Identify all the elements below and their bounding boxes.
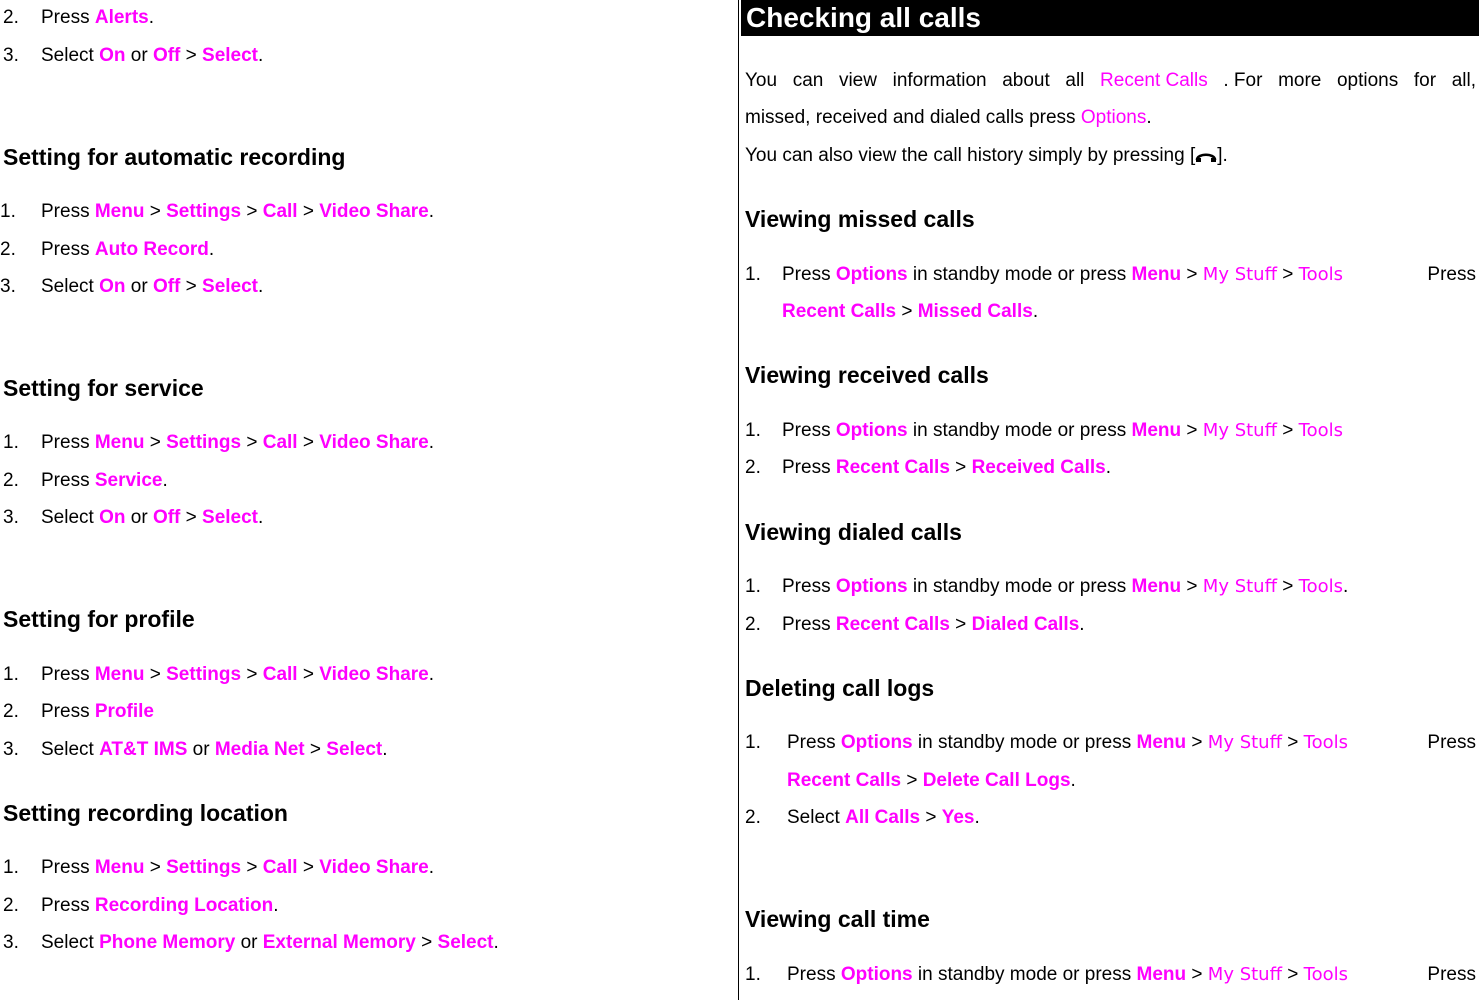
menu-keyword: On [99, 276, 126, 297]
menu-keyword: On [99, 45, 126, 66]
menu-keyword: External Memory [262, 932, 416, 953]
text-fragment: > [1181, 420, 1203, 441]
text-fragment: You [745, 70, 778, 91]
call-send-icon [1195, 149, 1217, 163]
text-fragment: > [920, 807, 942, 828]
text-fragment: 3. [0, 276, 16, 297]
step-number: 2. [3, 7, 19, 28]
text-fragment: . [148, 7, 154, 28]
text-fragment: 2. [745, 457, 761, 478]
text-fragment: . [258, 45, 264, 66]
text-fragment: > [1277, 576, 1299, 597]
menu-keyword: Service [94, 470, 163, 491]
text-fragment: in standby mode or press [907, 264, 1132, 285]
text-fragment: Press [1427, 732, 1476, 753]
text-fragment: Press [41, 239, 95, 260]
text-fragment: 1. [3, 664, 19, 685]
section-heading-delete-call-logs: Deleting call logs [745, 675, 935, 701]
keyword-recent-calls: Recent Calls [1100, 70, 1208, 91]
left-column [0, 0, 738, 1000]
text-fragment: > [1277, 264, 1299, 285]
menu-keyword: Call [262, 201, 298, 222]
menu-keyword: Tools [1298, 264, 1343, 285]
list-item-continuation [787, 770, 1076, 792]
text-fragment: . [1146, 107, 1152, 128]
text-fragment: > [180, 507, 203, 528]
text-fragment: 1. [745, 576, 761, 597]
text-fragment: Press [41, 470, 95, 491]
menu-keyword: Received Calls [971, 457, 1106, 478]
text-fragment: Press [787, 732, 841, 753]
menu-keyword: Video Share [319, 432, 429, 453]
text-fragment: or [235, 932, 263, 953]
text-fragment: 3. [3, 739, 19, 760]
menu-keyword: Off [152, 276, 181, 297]
text-fragment: > [1282, 964, 1304, 985]
text-fragment: . [1079, 614, 1085, 635]
section-heading-call-time: Viewing call time [745, 906, 930, 932]
text-fragment: all, [1451, 70, 1476, 91]
text-fragment: 3. [3, 932, 19, 953]
text-fragment: . [428, 432, 435, 453]
text-fragment: 1. [745, 964, 761, 985]
menu-keyword: Recent Calls [787, 770, 902, 791]
text-fragment: Press [782, 614, 836, 635]
text-fragment: 2. [0, 239, 16, 260]
section-heading-missed-calls: Viewing missed calls [745, 206, 975, 232]
menu-keyword: Menu [1136, 732, 1187, 753]
intro-line-1 [745, 70, 1476, 92]
menu-keyword: Menu [1131, 576, 1182, 597]
text-fragment: Select [41, 276, 100, 297]
menu-keyword: Options [835, 420, 908, 441]
text-fragment: or [187, 739, 215, 760]
text-fragment: > [949, 457, 972, 478]
text-fragment: . [1032, 301, 1039, 322]
text-fragment: 2. [3, 470, 19, 491]
menu-keyword: Off [152, 507, 181, 528]
text-fragment: > [144, 857, 167, 878]
text-fragment: information [892, 70, 987, 91]
intro-line-2 [745, 107, 1152, 129]
keyword-alerts: Alerts [94, 7, 149, 28]
menu-keyword: Recent Calls [835, 457, 950, 478]
text-fragment: > [949, 614, 972, 635]
menu-keyword: Select [202, 507, 259, 528]
text-fragment: . [162, 470, 168, 491]
menu-keyword: My Stuff [1202, 576, 1277, 597]
text-fragment: in standby mode or press [907, 576, 1132, 597]
text-fragment: > [144, 432, 167, 453]
menu-keyword: Call [262, 664, 298, 685]
text-fragment: > [144, 201, 167, 222]
menu-keyword: Profile [94, 701, 154, 722]
text-fragment: > [297, 432, 320, 453]
text-fragment: > [1181, 264, 1203, 285]
text-fragment: You can also view the call history simply by pressing [ [745, 145, 1196, 166]
text-fragment: . [1070, 770, 1076, 791]
menu-keyword: Options [835, 264, 908, 285]
text-fragment: 2. [3, 895, 19, 916]
menu-keyword: Recent Calls [835, 614, 950, 635]
text-fragment: . [428, 664, 435, 685]
menu-keyword: Phone Memory [99, 932, 236, 953]
text-fragment: . [428, 857, 435, 878]
text-fragment: 2. [745, 614, 761, 635]
text-fragment: Press [782, 264, 836, 285]
menu-keyword: Options [840, 732, 913, 753]
menu-keyword: Recent Calls [782, 301, 897, 322]
menu-keyword: Settings [166, 857, 242, 878]
text-fragment: 2. [745, 807, 761, 828]
text-fragment: view [838, 70, 877, 91]
menu-keyword: Settings [166, 201, 242, 222]
menu-keyword: Settings [166, 664, 242, 685]
menu-keyword: My Stuff [1202, 264, 1277, 285]
menu-keyword: Tools [1298, 420, 1343, 441]
text-fragment: Press [782, 420, 836, 441]
text-fragment: > [241, 201, 263, 222]
menu-keyword: My Stuff [1207, 732, 1282, 753]
menu-keyword: Options [840, 964, 913, 985]
menu-keyword: Delete Call Logs [922, 770, 1071, 791]
text-fragment: > [1186, 964, 1208, 985]
text-fragment: about [1002, 70, 1050, 91]
menu-keyword: Off [152, 45, 181, 66]
menu-keyword: Missed Calls [917, 301, 1033, 322]
text-fragment: . [1343, 576, 1349, 597]
text-fragment: Select [41, 932, 100, 953]
menu-keyword: Recording Location [94, 895, 274, 916]
menu-keyword: Menu [1131, 264, 1182, 285]
menu-keyword: Tools [1303, 732, 1348, 753]
text-fragment: . [258, 507, 264, 528]
text-fragment: . [493, 932, 499, 953]
section-heading-profile: Setting for profile [3, 606, 195, 632]
text-fragment: . [428, 201, 435, 222]
section-heading-dialed-calls: Viewing dialed calls [745, 519, 962, 545]
text-fragment: > [241, 664, 263, 685]
menu-keyword: All Calls [845, 807, 921, 828]
menu-keyword: Menu [1136, 964, 1187, 985]
menu-keyword: AT&T IMS [99, 739, 188, 760]
text-fragment: > [1181, 576, 1203, 597]
text-fragment: . [208, 239, 215, 260]
text-fragment: . [258, 276, 264, 297]
text-fragment: > [180, 45, 203, 66]
text-fragment: all [1065, 70, 1085, 91]
text-fragment: options [1336, 70, 1399, 91]
text-fragment: more [1278, 70, 1322, 91]
text-fragment: > [901, 770, 923, 791]
text-fragment: > [304, 739, 327, 760]
menu-keyword: Video Share [319, 201, 429, 222]
text-fragment: . [1105, 457, 1111, 478]
text-fragment: 1. [745, 264, 761, 285]
menu-keyword: Video Share [319, 664, 429, 685]
menu-keyword: Call [262, 432, 298, 453]
menu-keyword: Tools [1298, 576, 1343, 597]
text-fragment: 1. [3, 432, 19, 453]
menu-keyword: Select [202, 276, 259, 297]
text-fragment: in standby mode or press [912, 964, 1137, 985]
section-heading-recording-location: Setting recording location [3, 800, 288, 826]
text-fragment: Select [41, 739, 100, 760]
text-fragment: > [297, 201, 320, 222]
text-fragment: . [273, 895, 279, 916]
menu-keyword: Video Share [319, 857, 429, 878]
text-fragment: Select [787, 807, 846, 828]
text-fragment: Press [1427, 264, 1476, 285]
text-fragment: Select [41, 507, 100, 528]
menu-keyword: Settings [166, 432, 242, 453]
text-fragment: Press [41, 201, 95, 222]
text-fragment: Press [1427, 964, 1476, 985]
text-fragment: 1. [745, 732, 761, 753]
right-column [741, 0, 1477, 1000]
text-fragment: 1. [0, 201, 16, 222]
text-fragment: . [382, 739, 388, 760]
menu-keyword: My Stuff [1207, 964, 1282, 985]
menu-keyword: Menu [94, 201, 145, 222]
text-fragment: for [1413, 70, 1437, 91]
menu-keyword: Options [835, 576, 908, 597]
menu-keyword: Auto Record [94, 239, 209, 260]
menu-keyword: Menu [1131, 420, 1182, 441]
text-fragment: can [792, 70, 824, 91]
menu-keyword: On [99, 507, 126, 528]
section-heading-service: Setting for service [3, 375, 204, 401]
text-fragment: > [144, 664, 167, 685]
text-fragment: or [125, 45, 153, 66]
menu-keyword: Call [262, 857, 298, 878]
text-fragment: . [974, 807, 980, 828]
text-fragment: Press [41, 664, 95, 685]
menu-keyword: Select [326, 739, 383, 760]
text-fragment: > [1186, 732, 1208, 753]
text-fragment: Press [782, 457, 836, 478]
menu-keyword: Menu [94, 664, 145, 685]
text-fragment: Press [782, 576, 836, 597]
text-fragment: Press [41, 857, 95, 878]
text-fragment: > [1282, 732, 1304, 753]
text-fragment: 1. [3, 857, 19, 878]
menu-keyword: Tools [1303, 964, 1348, 985]
text-fragment: Press [41, 432, 95, 453]
text-fragment: 1. [745, 420, 761, 441]
text-fragment: Select [41, 45, 100, 66]
text-fragment: 2. [3, 701, 19, 722]
list-item-continuation [782, 301, 1038, 323]
text-fragment: or [125, 276, 153, 297]
text-fragment: > [415, 932, 438, 953]
text-fragment: Press [41, 895, 95, 916]
text-fragment: > [297, 664, 320, 685]
text-fragment: > [1277, 420, 1299, 441]
menu-keyword: Select [202, 45, 259, 66]
text-fragment: 3. [3, 45, 19, 66]
menu-keyword: My Stuff [1202, 420, 1277, 441]
menu-keyword: Menu [94, 432, 145, 453]
menu-keyword: Media Net [214, 739, 305, 760]
text-fragment: > [297, 857, 320, 878]
text-fragment: 3. [3, 507, 19, 528]
text-fragment: ]. [1217, 145, 1228, 166]
menu-keyword: Yes [941, 807, 975, 828]
text-fragment: > [241, 432, 263, 453]
menu-keyword: Menu [94, 857, 145, 878]
section-heading-auto-recording: Setting for automatic recording [3, 144, 346, 170]
page-title [741, 0, 1479, 36]
intro-line-3 [745, 145, 1228, 167]
text-fragment: in standby mode or press [912, 732, 1137, 753]
text-fragment: > [896, 301, 918, 322]
text-fragment: Press [41, 7, 95, 28]
text-fragment: > [241, 857, 263, 878]
text-fragment: > [180, 276, 203, 297]
menu-keyword: Select [437, 932, 494, 953]
text-fragment: Press [41, 701, 95, 722]
text-fragment: Press [787, 964, 841, 985]
keyword-options: Options [1080, 107, 1147, 128]
step-text [41, 7, 154, 29]
text-fragment: . For [1223, 70, 1263, 91]
section-heading-received-calls: Viewing received calls [745, 362, 989, 388]
column-divider [738, 0, 739, 1000]
text-fragment: Checking all calls [746, 2, 981, 33]
text-fragment: or [125, 507, 153, 528]
text-fragment: missed, received and dialed calls press [745, 107, 1081, 128]
text-fragment: in standby mode or press [907, 420, 1132, 441]
menu-keyword: Dialed Calls [971, 614, 1080, 635]
